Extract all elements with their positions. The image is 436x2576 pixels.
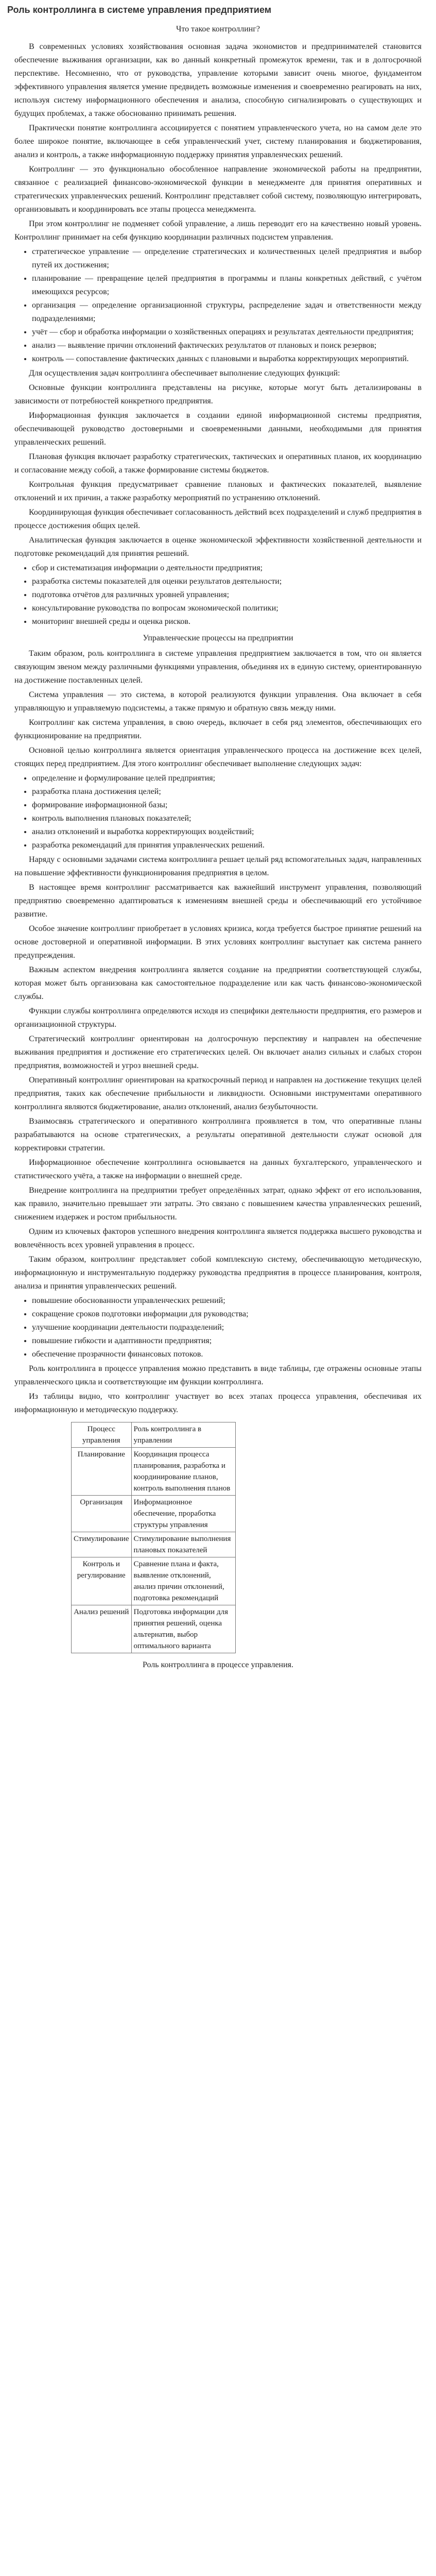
paragraph: Координирующая функция обеспечивает согласованность действий всех подразделений и служб предприятия в процессе достижения общих целей. [14, 508, 422, 530]
paragraph: Таким образом, контроллинг представляет собой комплексную систему, обеспечивающую методическую, информационную и инструментальную поддержку руководства предприятия в процессе планирования, контроля, анализа и принятия управленческих решений. [14, 1255, 422, 1291]
list-item: • контроль — сопоставление фактических данных с плановыми и выработка корректирующих мероприятий. [32, 352, 422, 366]
paragraph: Взаимосвязь стратегического и оперативного контроллинга проявляется в том, что оперативные планы разрабатываются на основе стратегических, а результаты оперативной деятельности служат основой для корректировки стратегии. [14, 1117, 422, 1153]
list-item: • разработка системы показателей для оценки результатов деятельности; [32, 575, 422, 588]
page-title: Роль контроллинга в системе управления предприятием [7, 5, 272, 15]
section-subtitle: Что такое контроллинг? [176, 25, 260, 33]
list-item: • разработка рекомендаций для принятия управленческих решений. [32, 839, 422, 852]
list-item: • обеспечение прозрачности финансовых потоков. [32, 1348, 422, 1361]
paragraph: Основные функции контроллинга представлены на рисунке, которые могут быть детализированы в зависимости от потребностей конкретного предприятия. [14, 383, 422, 405]
bullet-list [14, 562, 422, 629]
paragraph: Таким образом, роль контроллинга в системе управления предприятием заключается в том, что он является связующим звеном между различными функциями управления, объединяя их в единую систему, ориентированную на достижение поставленных целей. [14, 649, 422, 685]
table-row [72, 1532, 236, 1557]
bullet-list [14, 245, 422, 366]
article-body [0, 40, 436, 1672]
paragraph: Наряду с основными задачами система контроллинга решает целый ряд вспомогательных задач, направленных на повышение эффективности функционирования предприятия в целом. [14, 855, 422, 877]
controlling-role-cell: Координация процесса планирования, разработка и координирование планов, контроль выполнения планов [131, 1448, 236, 1496]
management-process-table [71, 1422, 236, 1653]
process-stage-cell: Организация [72, 1496, 132, 1532]
controlling-role-cell: Информационное обеспечение, проработка структуры управления [131, 1496, 236, 1532]
controlling-role-cell: Подготовка информации для принятия решений, оценка альтернатив, выбор оптимального варианта [131, 1605, 236, 1653]
section-heading: Управленческие процессы на предприятии [143, 634, 293, 642]
list-item: • планирование — превращение целей предприятия в программы и планы конкретных действий, с учётом имеющихся ресурсов; [32, 272, 422, 299]
paragraph: Практически понятие контроллинга ассоциируется с понятием управленческого учета, но на самом деле это более широкое понятие, включающее в себя управленческий учет, систему планирования и бюджетирования, анализ и контроль, а также информационную поддержку принятия управленческих решений. [14, 124, 422, 159]
table-header-cell: Роль контроллинга в управлении [131, 1422, 236, 1448]
paragraph: При этом контроллинг не подменяет собой управление, а лишь переводит его на качественно новый уровень. Контроллинг принимает на себя функцию координации различных подсистем управления. [14, 219, 422, 242]
list-item: • улучшение координации деятельности подразделений; [32, 1321, 422, 1334]
title-area [0, 0, 436, 21]
list-item: • контроль выполнения плановых показателей; [32, 812, 422, 825]
paragraph: В настоящее время контроллинг рассматривается как важнейший инструмент управления, позволяющий предприятию своевременно адаптироваться к изменениям внешней среды и обеспечивающий его устойчивое развитие. [14, 883, 422, 919]
paragraph: Важным аспектом внедрения контроллинга является создание на предприятии соответствующей службы, которая может быть организована как самостоятельное подразделение или как часть финансово-экономической службы. [14, 965, 422, 1001]
table-row [72, 1496, 236, 1532]
process-stage-cell: Планирование [72, 1448, 132, 1496]
list-item: • анализ — выявление причин отклонений фактических результатов от плановых и поиск резервов; [32, 339, 422, 352]
process-stage-cell: Анализ решений [72, 1605, 132, 1653]
paragraph: Информационная функция заключается в создании единой информационной системы предприятия, обеспечивающей руководство достоверными и своевременными данными, необходимыми для принятия управленческих решений. [14, 411, 422, 447]
process-stage-cell: Контроль и регулирование [72, 1557, 132, 1605]
list-item: • анализ отклонений и выработка корректирующих воздействий; [32, 825, 422, 839]
list-item: • определение и формулирование целей предприятия; [32, 772, 422, 785]
paragraph: Система управления — это система, в которой реализуются функции управления. Она включает в себя управляющую и управляемую подсистемы, а также прямую и обратную связь между ними. [14, 690, 422, 713]
list-item: • мониторинг внешней среды и оценка рисков. [32, 615, 422, 629]
table-row [72, 1448, 236, 1496]
paragraph: Стратегический контроллинг ориентирован на долгосрочную перспективу и направлен на обеспечение выживания предприятия и достижение его стратегических целей. Он включает анализ сильных и слабых сторон предприятия, возможностей и угроз внешней среды. [14, 1035, 422, 1070]
table-row [72, 1605, 236, 1653]
table-caption: Роль контроллинга в процессе управления. [142, 1660, 294, 1669]
paragraph: Из таблицы видно, что контроллинг участвует во всех этапах процесса управления, обеспечивая их информационную и методическую поддержку. [14, 1392, 422, 1414]
paragraph: Оперативный контроллинг ориентирован на краткосрочный период и направлен на достижение текущих целей предприятия, таких как обеспечение прибыльности и ликвидности. Основными инструментами оперативного контроллинга являются бюджетирование, анализ отклонений, анализ безубыточности. [14, 1076, 422, 1111]
bullet-list [14, 772, 422, 852]
paragraph: Контроллинг — это функционально обособленное направление экономической работы на предприятии, связанное с реализацией финансово-экономической функции в менеджменте для принятия оперативных и стратегических управленческих решений. Контроллинг представляет собой систему, позволяющую интегрировать, организовывать и координировать все этапы процесса менеджмента. [14, 165, 422, 214]
list-item: • разработка плана достижения целей; [32, 785, 422, 799]
paragraph: Одним из ключевых факторов успешного внедрения контроллинга является поддержка высшего руководства и вовлечённость всех уровней управления в процесс. [14, 1227, 422, 1249]
process-stage-cell: Стимулирование [72, 1532, 132, 1557]
table-row [72, 1557, 236, 1605]
list-item: • подготовка отчётов для различных уровней управления; [32, 588, 422, 602]
paragraph: Функции службы контроллинга определяются исходя из специфики деятельности предприятия, его размеров и организационной структуры. [14, 1007, 422, 1029]
list-item: • повышение обоснованности управленческих решений; [32, 1294, 422, 1308]
paragraph: Контрольная функция предусматривает сравнение плановых и фактических показателей, выявление отклонений и их причин, а также разработку мероприятий по устранению отклонений. [14, 480, 422, 502]
list-item: • организация — определение организационной структуры, распределение задач и ответственности между подразделениями; [32, 299, 422, 326]
paragraph: Для осуществления задач контроллинга обеспечивает выполнение следующих функций: [29, 369, 340, 378]
list-item: • повышение гибкости и адаптивности предприятия; [32, 1334, 422, 1348]
paragraph: Контроллинг как система управления, в свою очередь, включает в себя ряд элементов, обеспечивающих его функционирование на предприятии. [14, 718, 422, 740]
paragraph: Информационное обеспечение контроллинга основывается на данных бухгалтерского, управленческого и статистического учёта, а также на информации о внешней среде. [14, 1158, 422, 1180]
bullet-list [14, 1294, 422, 1361]
list-item: • сокращение сроков подготовки информации для руководства; [32, 1308, 422, 1321]
list-item: • консультирование руководства по вопросам экономической политики; [32, 602, 422, 615]
table-header-cell: Процесс управления [72, 1422, 132, 1448]
list-item: • формирование информационной базы; [32, 799, 422, 812]
list-item: • стратегическое управление — определение стратегических и количественных целей предприятия и выбор путей их достижения; [32, 245, 422, 272]
paragraph: Плановая функция включает разработку стратегических, тактических и оперативных планов, их координацию и согласование между собой, а также формирование системы бюджетов. [14, 452, 422, 474]
list-item: • учёт — сбор и обработка информации о хозяйственных операциях и результатах деятельности предприятия; [32, 326, 422, 339]
paragraph: Аналитическая функция заключается в оценке экономической эффективности хозяйственной деятельности и подготовке рекомендаций для принятия решений. [14, 536, 422, 558]
paragraph: В современных условиях хозяйствования основная задача экономистов и предпринимателей становится обеспечение выживания организации, как во данный конкретный промежуток времени, так и в долгосрочной перспективе. Несомненно, что от руководства, управление которыми зависит очень многое, фундаментом эффективного управления является умение предвидеть возможные изменения и своевременно реагировать на них, используя систему информационного обеспечения и анализа, способную сигнализировать о существующих и будущих проблемах, а также обоснованно принимать решения. [14, 42, 422, 118]
controlling-role-cell: Стимулирование выполнения плановых показателей [131, 1532, 236, 1557]
paragraph: Основной целью контроллинга является ориентация управленческого процесса на достижение всех целей, стоящих перед предприятием. Для этого контроллинг обеспечивает выполнение следующих задач: [14, 746, 422, 768]
list-item: • сбор и систематизация информации о деятельности предприятия; [32, 562, 422, 575]
paragraph: Внедрение контроллинга на предприятии требует определённых затрат, однако эффект от его использования, как правило, значительно превышает эти затраты. Это связано с повышением качества управленческих решений, снижением издержек и ростом прибыльности. [14, 1186, 422, 1222]
controlling-role-cell: Сравнение плана и факта, выявление отклонений, анализ причин отклонений, подготовка рекомендаций [131, 1557, 236, 1605]
table-header-row [72, 1422, 236, 1448]
paragraph: Особое значение контроллинг приобретает в условиях кризиса, когда требуется быстрое принятие решений на основе достоверной и оперативной информации. В этих условиях контроллинг выступает как система раннего предупреждения. [14, 924, 422, 960]
paragraph: Роль контроллинга в процессе управления можно представить в виде таблицы, где отражены основные этапы управленческого цикла и соответствующие им функции контроллинга. [14, 1364, 422, 1386]
